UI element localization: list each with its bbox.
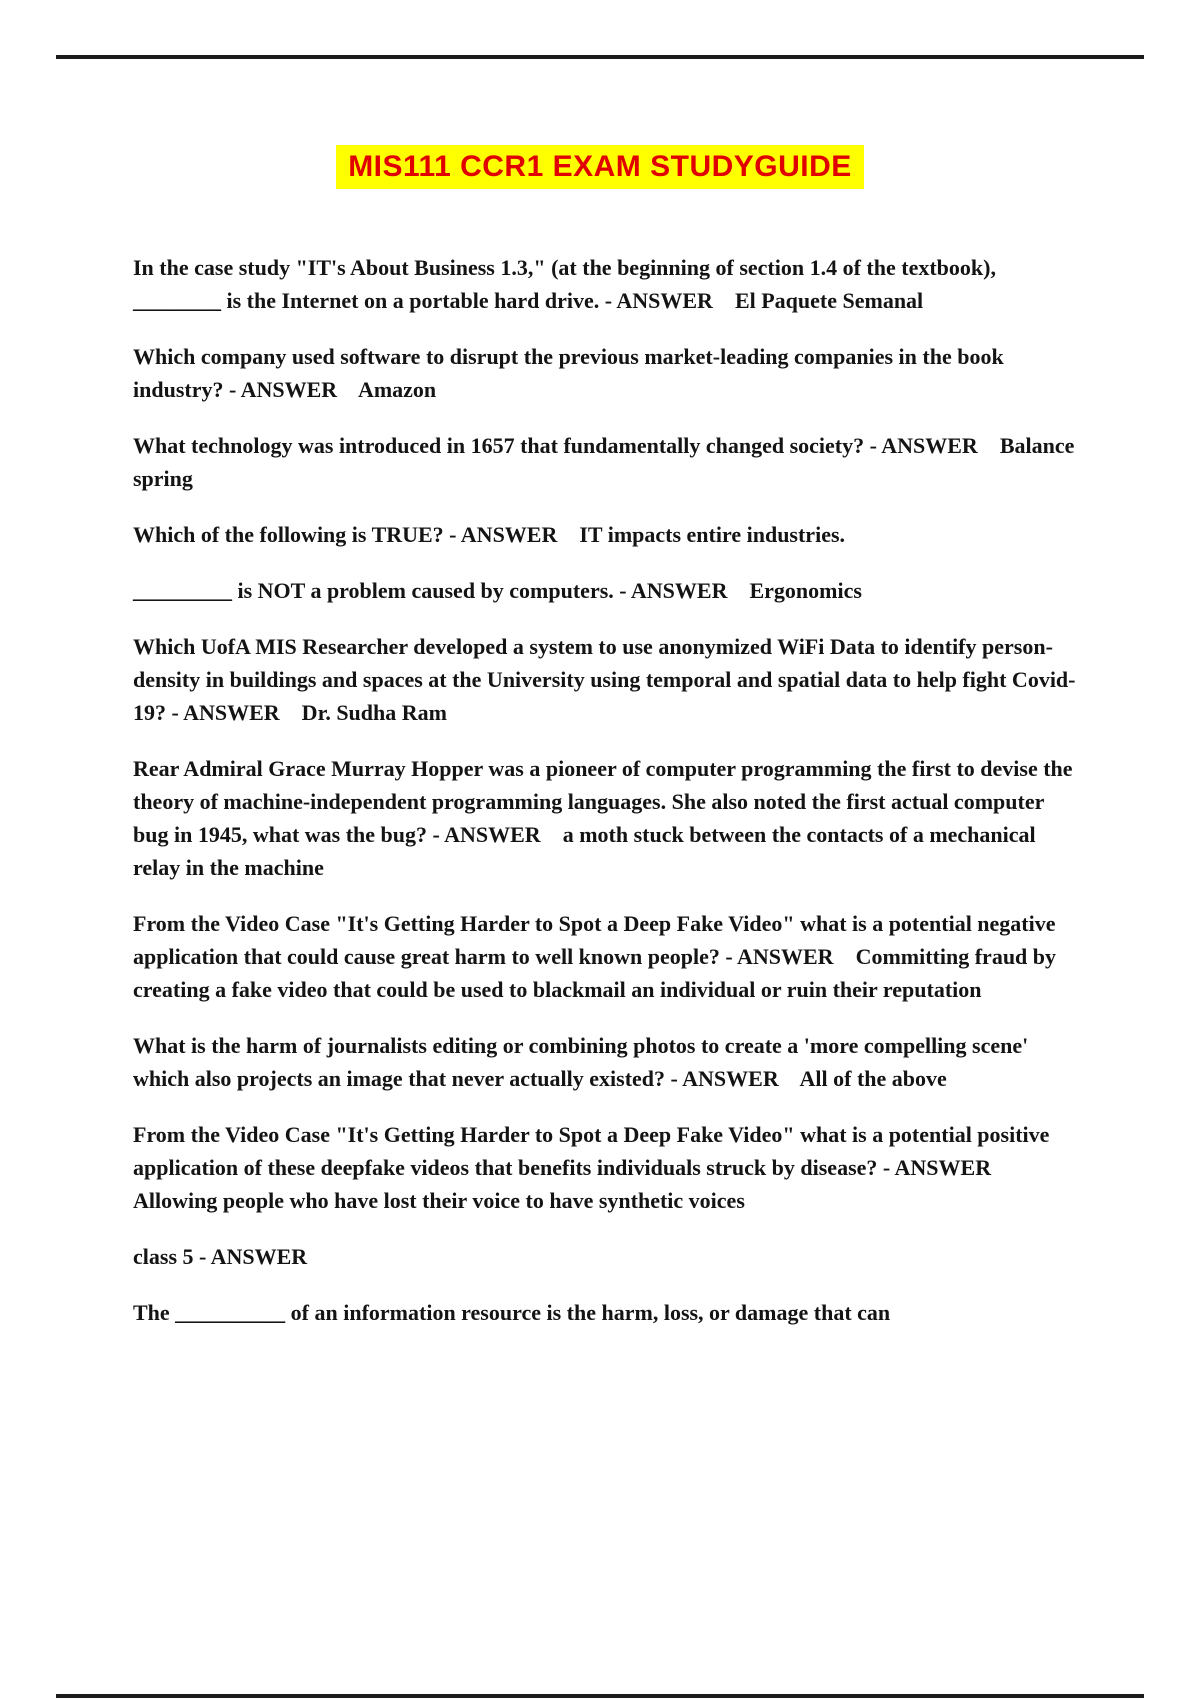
qa-item: Which UofA MIS Researcher developed a system to use anonymized WiFi Data to identify person-density in buildings and spaces at the University using temporal and spatial data to help fight Covid-19? - ANSWER Dr. Sudha Ram: [133, 634, 1076, 725]
qa-content: [133, 251, 1079, 1352]
page-title: MIS111 CCR1 EXAM STUDYGUIDE: [336, 145, 864, 189]
qa-item: Which company used software to disrupt the previous market-leading companies in the book industry? - ANSWER Amazon: [133, 344, 1010, 402]
qa-item: What technology was introduced in 1657 that fundamentally changed society? - ANSWER Balance spring: [133, 433, 1080, 491]
qa-item: What is the harm of journalists editing or combining photos to create a 'more compelling scene' which also projects an image that never actually existed? - ANSWER All of the above: [133, 1033, 1034, 1091]
bottom-rule: [56, 1694, 1144, 1698]
qa-item: From the Video Case "It's Getting Harder to Spot a Deep Fake Video" what is a potential negative application that could cause great harm to well known people? - ANSWER Committing fraud by creating a fake video that could be used to blackmail an individual or ruin their reputation: [133, 911, 1062, 1002]
qa-item: From the Video Case "It's Getting Harder to Spot a Deep Fake Video" what is a potential positive application of these deepfake videos that benefits individuals struck by disease? - ANSWER Allowing people who have lost their voice to have synthetic voices: [133, 1122, 1055, 1213]
title-row: [0, 145, 1200, 189]
qa-item: class 5 - ANSWER: [133, 1244, 308, 1269]
qa-item: Rear Admiral Grace Murray Hopper was a pioneer of computer programming the first to devise the theory of machine-independent programming languages. She also noted the first actual computer bug in 1945, what was the bug? - ANSWER a moth stuck between the contacts of a mechanical relay in the machine: [133, 756, 1079, 880]
qa-item: Which of the following is TRUE? - ANSWER IT impacts entire industries.: [133, 522, 846, 547]
qa-item: The __________ of an information resource is the harm, loss, or damage that can: [133, 1300, 891, 1325]
qa-item: _________ is NOT a problem caused by computers. - ANSWER Ergonomics: [133, 578, 862, 603]
qa-item: In the case study "IT's About Business 1.3," (at the beginning of section 1.4 of the textbook), ________ is the Internet on a portable hard drive. - ANSWER El Paquete Semanal: [133, 255, 1002, 313]
top-rule: [56, 55, 1144, 59]
